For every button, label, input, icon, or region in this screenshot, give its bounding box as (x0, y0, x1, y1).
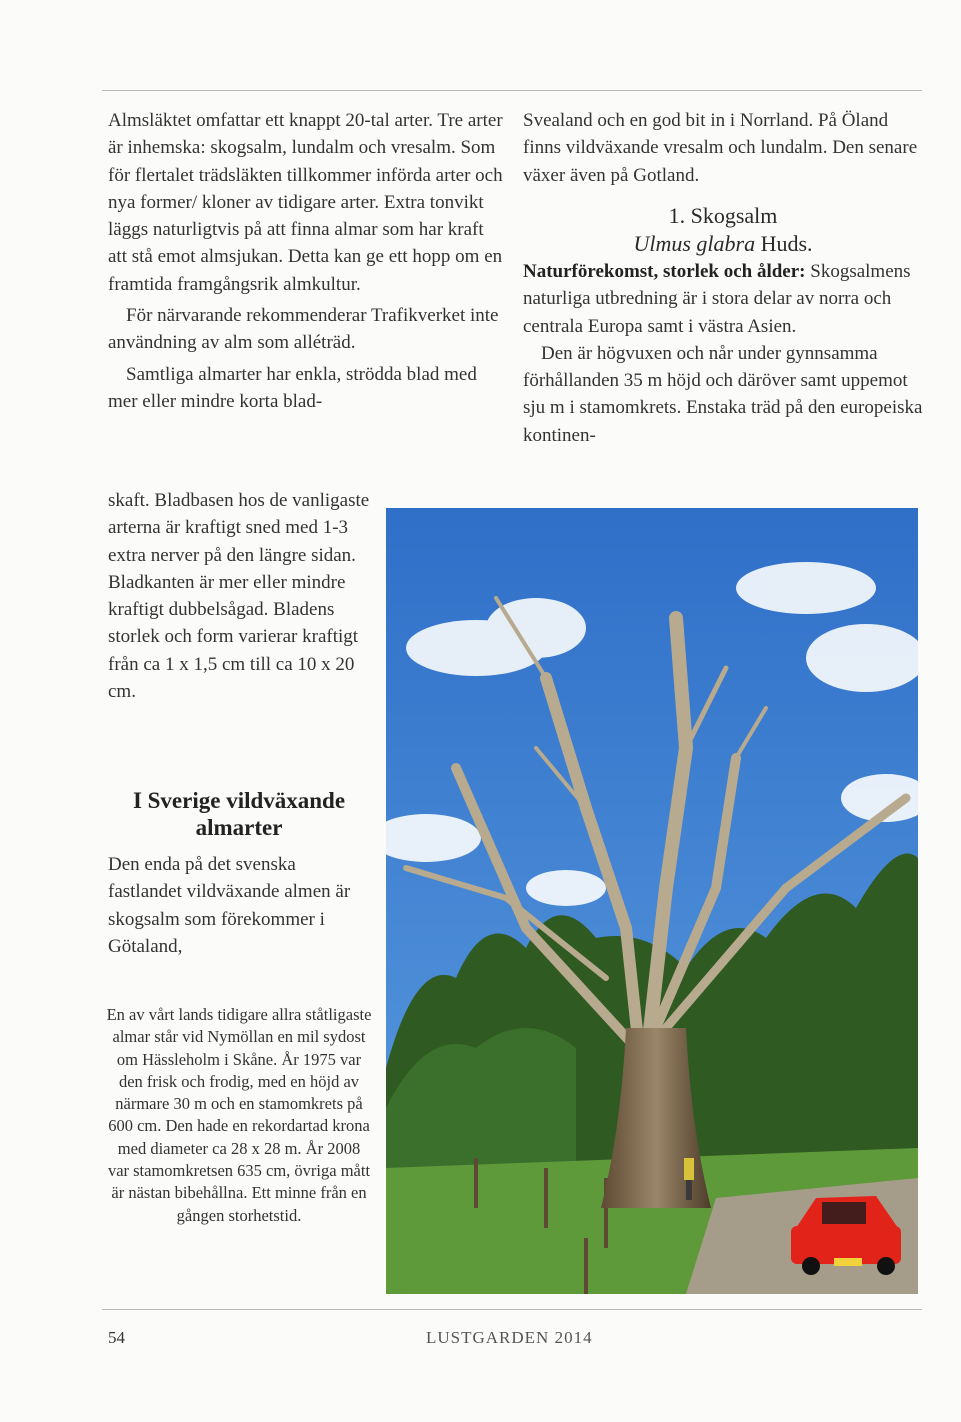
paragraph-genus: Almsläktet omfattar ett knappt 20-tal arter. Tre arter är inhemska: skogsalm, lundalm och vresalm. Som för flertalet trädsläkten tillkommer införda arter och nya former/ kloner av tidigare arter. Extra tonvikt läggs naturligtvis på att finna almar som har kraft att stå emot almsjukan. Detta kan ge ett hopp om en framtida framgångsrik almkultur. (108, 110, 503, 295)
species-title (523, 202, 923, 258)
species-author: Huds. (755, 231, 813, 256)
section-body (108, 851, 370, 960)
paragraph-occurrence (523, 258, 923, 340)
species-latin: Ulmus glabra (633, 231, 756, 256)
lead-text: Skogsalmens naturliga utbredning är i stora delar av norra och centrala Europa samt i västra Asien. (523, 261, 911, 337)
left-column (108, 107, 503, 419)
leaf-description-continued (108, 487, 370, 705)
paragraph-distribution: Svealand och en god bit in i Norrland. På Öland finns vildväxande vresalm och lundalm. Den senare växer även på Gotland. (523, 110, 918, 186)
running-head: LUSTGARDEN 2014 (426, 1328, 593, 1347)
elm-tree-illustration (386, 508, 918, 1294)
page-number: 54 (108, 1328, 125, 1347)
top-rule (102, 90, 922, 91)
paragraph-wild-elms: Den enda på det svenska fastlandet vildväxande almen är skogsalm som förekommer i Götaland, (108, 854, 351, 957)
paragraph-leaves-continued: skaft. Bladbasen hos de vanligaste arterna är kraftigt sned med 1-3 extra nerver på den längre sidan. Bladkanten är mer eller mindre kraftigt dubbelsågad. Bladens storlek och form varierar kraftigt från ca 1 x 1,5 cm till ca 10 x 20 cm. (108, 490, 370, 703)
bottom-rule (102, 1309, 922, 1310)
lead-label: Naturförekomst, storlek och ålder: (523, 261, 806, 282)
paragraph-trafikverket: För närvarande rekommenderar Trafikverket inte användning av alm som alléträd. (108, 305, 499, 354)
right-column-intro (523, 107, 923, 189)
species-number-name: 1. Skogsalm (668, 203, 778, 228)
photo-caption: En av vårt lands tidigare allra ståtligaste almar står vid Nymöllan en mil sydost om Hässleholm i Skåne. År 1975 var den frisk och frodig, med en höjd av närmare 30 m och en stamomkrets på 600 cm. Den hade en rekordartad krona med diameter ca 28 x 28 m. År 2008 var stamomkretsen 635 cm, övriga mått är nästan bibehållna. Ett minne från en gången storhetstid. (106, 1005, 372, 1225)
elm-tree-photo (386, 508, 918, 1294)
paragraph-leaves: Samtliga almarter har enkla, strödda blad med mer eller mindre korta blad- (108, 363, 477, 412)
species-scientific-name (523, 230, 923, 258)
right-column-body (523, 258, 923, 449)
paragraph-height: Den är högvuxen och når under gynnsamma förhållanden 35 m höjd och däröver samt uppemot sju m i stamomkrets. Enstaka träd på den europeiska kontinen- (523, 342, 923, 446)
section-heading: I Sverige vildväxande almarter (132, 788, 346, 840)
